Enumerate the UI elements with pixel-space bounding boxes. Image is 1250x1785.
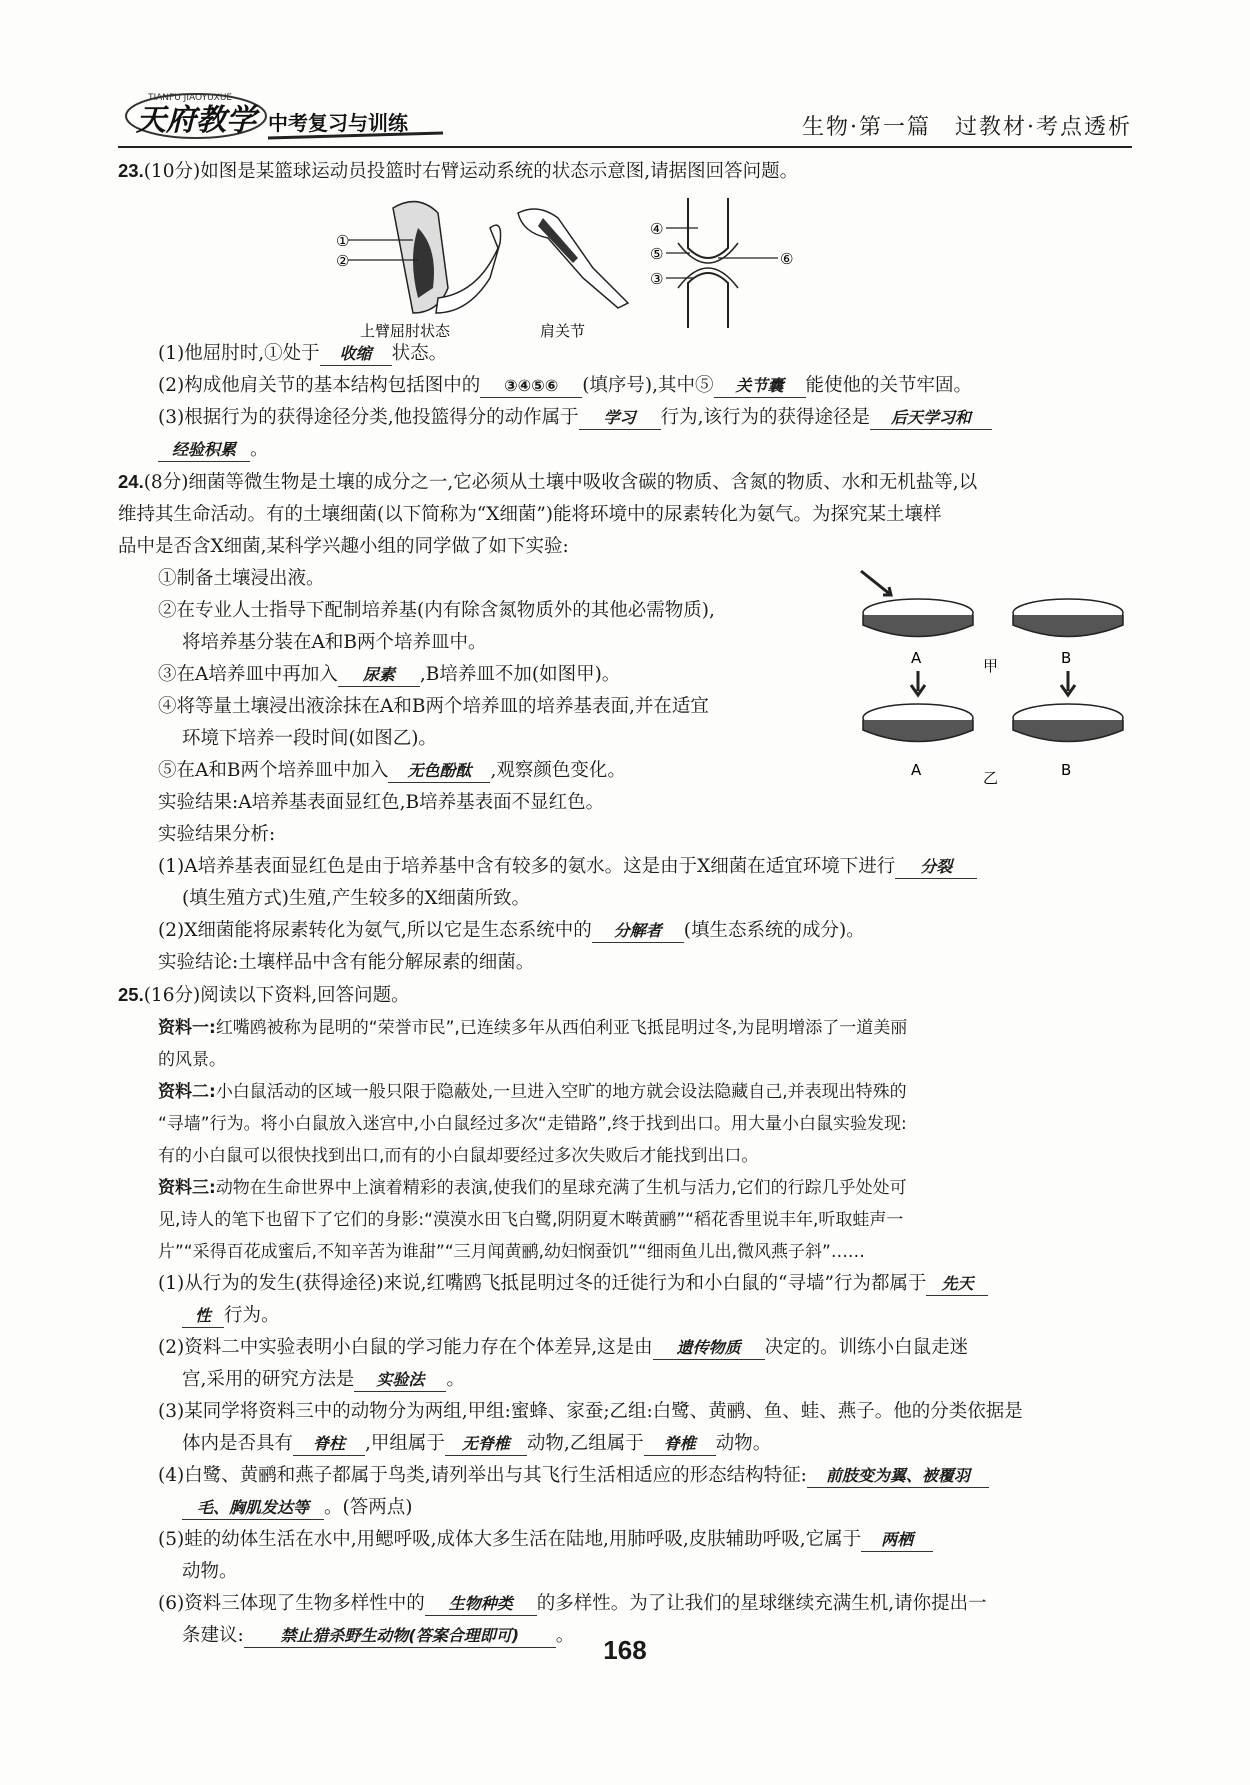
q24-sub1: (1)A培养基表面显红色是由于培养基中含有较多的氨水。这是由于X细菌在适宜环境下进行 分裂 [118, 851, 1133, 883]
answer-blank: 尿素 [338, 664, 420, 687]
q25-material3-cont: 见,诗人的笔下也留下了它们的身影:“漠漠水田飞白鹭,阴阴夏木啭黄鹂”“稻花香里说丰年,听取蛙声一 [158, 1210, 904, 1230]
answer-blank: 收缩 [320, 343, 392, 366]
q25-material1: 资料一:红嘴鸥被称为昆明的“荣誉市民”,已连续多年从西伯利亚飞抵昆明过冬,为昆明增添了一道美丽 [158, 1018, 908, 1038]
label-6: ⑥ [780, 250, 794, 268]
page-number: 168 [603, 1635, 647, 1665]
svg-text:A: A [911, 649, 922, 667]
q25-material3-cont2: 片”“采得百花成蜜后,不知辛苦为谁甜”“三月闻黄鹂,幼妇悯蚕饥”“细雨鱼儿出,微风燕子斜”…… [158, 1242, 865, 1262]
down-arrow-icon [1061, 671, 1075, 695]
q23-sub3-cont: 经验积累 。 [118, 434, 1133, 466]
q25-material3: 资料三:动物在生命世界中上演着精彩的表演,使我们的星球充满了生机与活力,它们的行踪几乎处处可 [158, 1178, 907, 1198]
answer-blank: 分裂 [895, 856, 977, 879]
label-1: ① [336, 232, 350, 250]
answer-blank: 分解者 [592, 920, 684, 943]
answer-blank: 性 [182, 1305, 224, 1328]
q25-sub6-cont: 条建议: 禁止猎杀野生动物(答案合理即可) 。 [182, 1625, 575, 1646]
answer-blank: 后天学习和 [870, 407, 992, 430]
logo-subtitle: TIANFU JIAOYUXUE [148, 93, 233, 103]
label-3: ③ [650, 270, 664, 288]
caption-shoulder: 肩关节 [540, 322, 586, 338]
answer-blank: 无脊椎 [445, 1433, 527, 1456]
joint-lower-bone [688, 273, 728, 328]
q25-stem: 25.(16分)阅读以下资料,回答问题。 [118, 984, 410, 1006]
q25-sub3: (3)某同学将资料三中的动物分为两组,甲组:蜜蜂、家蚕;乙组:白鹭、黄鹂、鱼、蛙、燕子。他的分类依据是 [158, 1401, 1023, 1422]
q23-sub3: (3)根据行为的获得途径分类,他投篮得分的动作属于 学习 行为,该行为的获得途径是 后天学习和 [118, 402, 1133, 434]
q24-sub1-cont: (填生殖方式)生殖,产生较多的X细菌所致。 [182, 888, 530, 909]
answer-blank: 生物种类 [425, 1593, 537, 1616]
svg-text:B: B [1061, 649, 1072, 667]
svg-text:A: A [911, 761, 922, 779]
answer-blank: 禁止猎杀野生动物(答案合理即可) [244, 1625, 556, 1648]
label-2: ② [336, 252, 350, 270]
q25-material2-cont2: 有的小白鼠可以很快找到出口,而有的小白鼠却要经过多次失败后才能找到出口。 [158, 1146, 759, 1166]
answer-blank: 两栖 [861, 1529, 933, 1552]
q24-step1: ①制备土壤浸出液。 [158, 568, 325, 589]
content [118, 155, 1133, 1652]
answer-blank: 遗传物质 [653, 1337, 765, 1360]
answer-blank: 无色酚酞 [388, 760, 490, 783]
header-rule [118, 146, 1132, 148]
q23-stem: 23.(10分)如图是某篮球运动员投篮时右臂运动系统的状态示意图,请据图回答问题。 [118, 160, 799, 182]
q24-stem-line2: 维持其生命活动。有的土壤细菌(以下简称为“X细菌”)能将环境中的尿素转化为氨气。为探究某土壤样 [118, 504, 942, 525]
answer-blank: 先天 [926, 1273, 988, 1296]
q23-sub1: (1)他屈肘时,①处于 收缩 状态。 [158, 343, 448, 364]
down-arrow-icon [911, 671, 925, 695]
q24-analysis-title: 实验结果分析: [158, 824, 276, 845]
q25-sub4: (4)白鹭、黄鹂和燕子都属于鸟类,请列举出与其飞行生活相适应的形态结构特征: 前肢变为翼、被覆羽 [118, 1460, 1133, 1492]
arm-joint-diagram [118, 188, 1133, 338]
q25-sub1-cont: 性 行为。 [118, 1300, 1133, 1332]
q24-step3: ③在A培养皿中再加入 尿素 ,B培养皿不加(如图甲)。 [158, 664, 621, 685]
q25-sub2: (2)资料二中实验表明小白鼠的学习能力存在个体差异,这是由 遗传物质 决定的。训练小白鼠走迷 [158, 1337, 969, 1358]
q24-stem-line3: 品中是否含X细菌,某科学兴趣小组的同学做了如下实验: [118, 536, 569, 557]
q25-sub3-cont: 体内是否具有 脊柱 ,甲组属于 无脊椎 动物,乙组属于 脊椎 动物。 [182, 1433, 772, 1454]
q24-step2-cont: 将培养基分装在A和B两个培养皿中。 [182, 632, 487, 653]
q24-step4: ④将等量土壤浸出液涂抹在A和B两个培养皿的培养基表面,并在适宜 [158, 696, 709, 717]
dish-a-bottom [863, 720, 973, 742]
q24-steps [118, 563, 1133, 787]
q25-sub5: (5)蛙的幼体生活在水中,用鳃呼吸,成体大多生活在陆地,用肺呼吸,皮肤辅助呼吸,它属于 两栖 [118, 1524, 1133, 1556]
q25-sub2-cont: 宫,采用的研究方法是 实验法 。 [182, 1369, 465, 1390]
label-5: ⑤ [650, 245, 664, 263]
q25-material1-cont: 的风景。 [158, 1050, 226, 1070]
answer-blank: 经验积累 [158, 439, 250, 462]
series-title: 中考复习与训练 [268, 111, 408, 135]
answer-blank: 实验法 [354, 1369, 446, 1392]
q25-sub6: (6)资料三体现了生物多样性中的 生物种类 的多样性。为了让我们的星球继续充满生机,请你提出一 [158, 1593, 987, 1614]
publisher-logo [118, 78, 448, 148]
dish-a-top [863, 615, 973, 637]
q24-result: 实验结果:A培养基表面显红色,B培养基表面不显红色。 [158, 792, 605, 813]
logo-text: 天府教学 [136, 103, 256, 138]
q24-sub2: (2)X细菌能将尿素转化为氨气,所以它是生态系统中的 分解者 (填生态系统的成分)。 [158, 920, 865, 941]
answer-blank: ③④⑤⑥ [480, 375, 582, 398]
q25-sub4-cont: 毛、胸肌发达等 。(答两点) [118, 1492, 1133, 1524]
q23-figure [118, 188, 1133, 338]
answer-blank: 毛、胸肌发达等 [182, 1497, 324, 1520]
answer-blank: 学习 [579, 407, 661, 430]
svg-text:乙: 乙 [983, 769, 999, 787]
svg-text:B: B [1061, 761, 1072, 779]
answer-blank: 前肢变为翼、被覆羽 [807, 1465, 989, 1488]
q24-stem: 24.(8分)细菌等微生物是土壤的成分之一,它必须从土壤中吸收含碳的物质、含氮的物质、水和无机盐等,以 [118, 471, 978, 493]
header-subject: 生物·第一篇 过教材·考点透析 [802, 115, 1132, 140]
q25-sub5-cont: 动物。 [182, 1561, 238, 1582]
svg-text:甲: 甲 [983, 657, 999, 675]
arrow-icon [861, 571, 891, 595]
answer-blank: 脊椎 [644, 1433, 716, 1456]
q23-sub2: (2)构成他肩关节的基本结构包括图中的 ③④⑤⑥ (填序号),其中⑤ 关节囊 能使他的关节牢固。 [158, 375, 973, 396]
q25-material2: 资料二:小白鼠活动的区域一般只限于隐蔽处,一旦进入空旷的地方就会设法隐藏自己,并表现出特殊的 [158, 1082, 907, 1102]
answer-blank: 脊柱 [293, 1433, 365, 1456]
q25-material2-cont: “寻墙”行为。将小白鼠放入迷宫中,小白鼠经过多次“走错路”,终于找到出口。用大量小白鼠实验发现: [158, 1114, 907, 1134]
q24-conclusion: 实验结论:土壤样品中含有能分解尿素的细菌。 [158, 952, 535, 973]
dish-b-top [1013, 615, 1123, 637]
q25-sub1: (1)从行为的发生(获得途径)来说,红嘴鸥飞抵昆明过冬的迁徙行为和小白鼠的“寻墙”行为都属于 先天 [118, 1268, 1133, 1300]
label-4: ④ [650, 220, 664, 238]
q24-step4-cont: 环境下培养一段时间(如图乙)。 [182, 728, 437, 749]
dish-b-bottom [1013, 720, 1123, 742]
petri-dish-figure [853, 563, 1133, 793]
q24-step5: ⑤在A和B两个培养皿中加入 无色酚酞 ,观察颜色变化。 [158, 760, 626, 781]
caption-upper-arm: 上臂屈肘状态 [360, 322, 451, 338]
q24-step2: ②在专业人士指导下配制培养基(内有除含氮物质外的其他必需物质), [158, 600, 715, 621]
answer-blank: 关节囊 [714, 375, 806, 398]
